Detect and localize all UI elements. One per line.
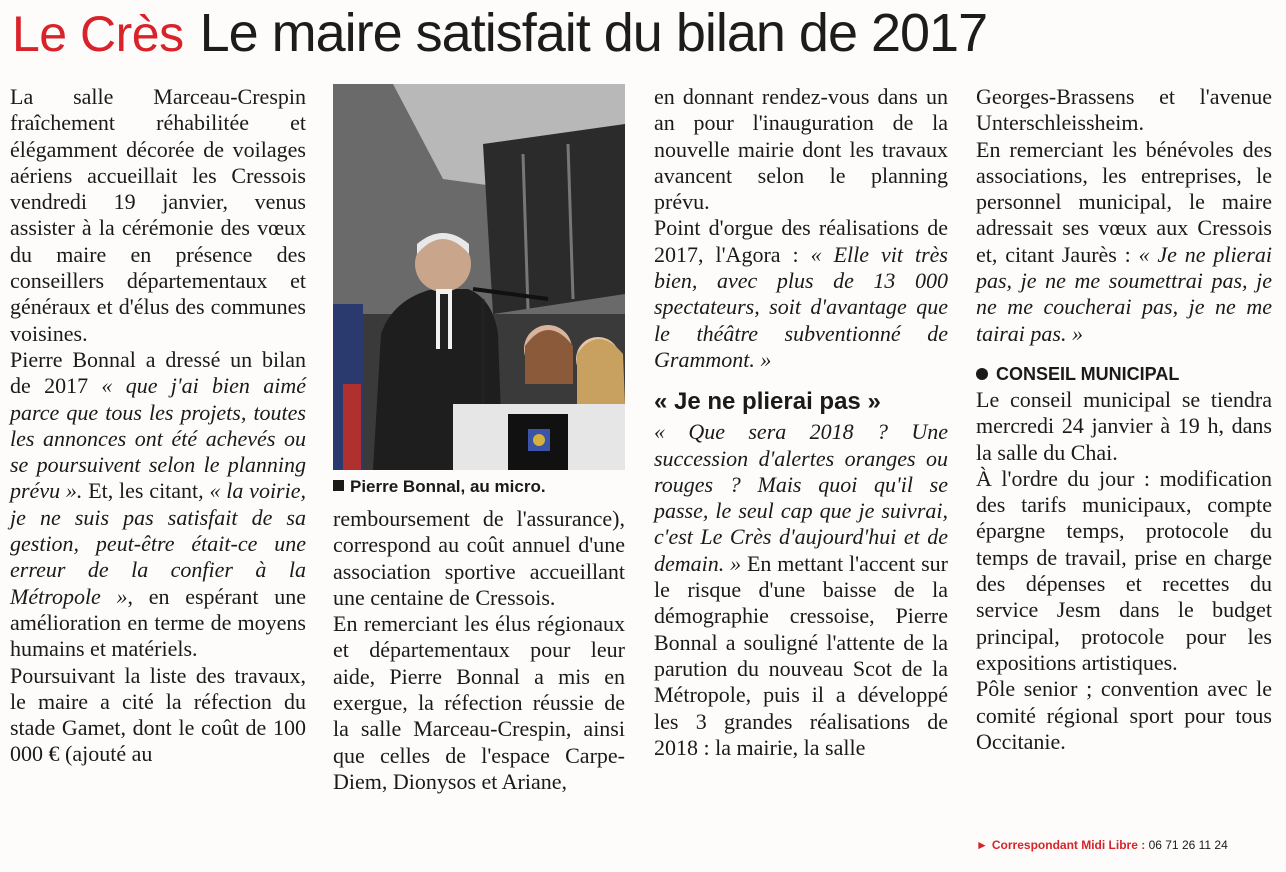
paragraph	[654, 215, 948, 373]
bullet-dot-icon	[976, 368, 988, 380]
article-column-4	[976, 84, 1272, 755]
text-run: Pierre Bonnal a dressé un bilan de 2017	[10, 346, 306, 399]
paragraph	[976, 137, 1272, 347]
article-column-3	[654, 84, 948, 761]
article-column-2	[333, 84, 625, 795]
paragraph: Pôle senior ; convention avec le comité régional sport pour tous Occitanie.	[976, 676, 1272, 754]
article-column-1	[10, 84, 306, 768]
paragraph: Georges-Brassens et l'avenue Unterschleissheim.	[976, 84, 1272, 136]
headline-title: Le maire satisfait du bilan de 2017	[199, 3, 988, 63]
correspondent-credit	[976, 838, 1228, 852]
paragraph	[10, 347, 306, 663]
quote: « Que sera 2018 ? Une succession d'alertes oranges ou rouges ? Mais quoi qu'il se passe, le seul cap que je suivrai, c'est Le Crès d'aujourd'hui et de demain. »	[654, 419, 948, 576]
section-heading-text: CONSEIL MUNICIPAL	[996, 363, 1180, 384]
paragraph: En remerciant les élus régionaux et départementaux pour leur aide, Pierre Bonnal a mis en exergue, la réfection réussie de la salle Marceau-Crespin, ainsi que celles de l'espace Carpe-Diem, Dionysos et Ariane,	[333, 611, 625, 794]
paragraph: remboursement de l'assurance), correspond au coût annuel d'une association sportive accueillant une centaine de Cressois.	[333, 506, 625, 610]
section-heading	[976, 361, 1272, 387]
credit-label: Correspondant Midi Libre :	[991, 838, 1146, 852]
photo-mayor-at-microphone	[333, 84, 625, 470]
paragraph: À l'ordre du jour : modification des tarifs municipaux, compte épargne temps, protocole du temps de travail, prise en charge des dépenses et recettes du service Jesm dans le budget principal, protocole pour les expositions artistiques.	[976, 465, 1272, 675]
square-bullet-icon	[333, 480, 344, 491]
quote: « Je ne plierai pas, je ne me soumettrai pas, je ne me coucherai pas, je ne me tairai pas. »	[976, 241, 1272, 346]
text-run: En remerciant les bénévoles des associations, les entreprises, le personnel municipal, le maire adressait ses vœux aux Cressois et, citant Jaurès :	[976, 136, 1272, 267]
paragraph: en donnant rendez-vous dans un an pour l'inauguration de la nouvelle mairie dont les travaux avancent selon le planning prévu.	[654, 84, 948, 215]
headline	[12, 2, 987, 80]
text-run: Point d'orgue des réalisations de 2017, l'Agora :	[654, 215, 948, 267]
quote: « la voirie, je ne suis pas satisfait de sa gestion, peut-être était-ce une erreur de la confier à la Métropole »	[10, 478, 306, 609]
headline-town: Le Crès	[12, 6, 184, 62]
paragraph	[654, 419, 948, 761]
caption-text: Pierre Bonnal, au micro.	[350, 477, 546, 496]
text-run: , en espérant une amélioration en terme de moyens humains et matériels.	[10, 583, 307, 662]
quote: « Elle vit très bien, avec plus de 13 000 spectateurs, soit d'avantage que le théâtre subventionné de Grammont. »	[654, 241, 948, 372]
text-run: En mettant l'accent sur le risque d'une baisse de la démographie cressoise, Pierre Bonnal a souligné l'attente de la parution du nouveau Scot de la Métropole, puis il a développé les 3 grandes réalisations de 2018 : la mairie, la salle	[654, 550, 948, 760]
triangle-arrow-icon: ►	[976, 838, 988, 852]
quote: « que j'ai bien aimé parce que tous les projets, toutes les annonces ont été achevés ou se poursuivent selon le planning prévu ».	[10, 373, 307, 504]
paragraph: La salle Marceau-Crespin fraîchement réhabilitée et élégamment décorée de voilages aériens accueillait les Cressois vendredi 19 janvier, venus assister à la cérémonie des vœux du maire en présence des conseillers départementaux et généraux et d'élus des communes voisines.	[10, 84, 306, 346]
paragraph: Poursuivant la liste des travaux, le maire a cité la réfection du stade Gamet, dont le coût de 100 000 € (ajouté au	[10, 662, 306, 767]
subheading: « Je ne plierai pas »	[654, 388, 881, 416]
photo-illustration	[333, 84, 625, 470]
text-run: Et, les citant,	[82, 478, 210, 504]
photo-caption	[333, 476, 625, 498]
paragraph: Le conseil municipal se tiendra mercredi 24 janvier à 19 h, dans la salle du Chai.	[976, 386, 1272, 465]
credit-phone: 06 71 26 11 24	[1148, 838, 1228, 852]
